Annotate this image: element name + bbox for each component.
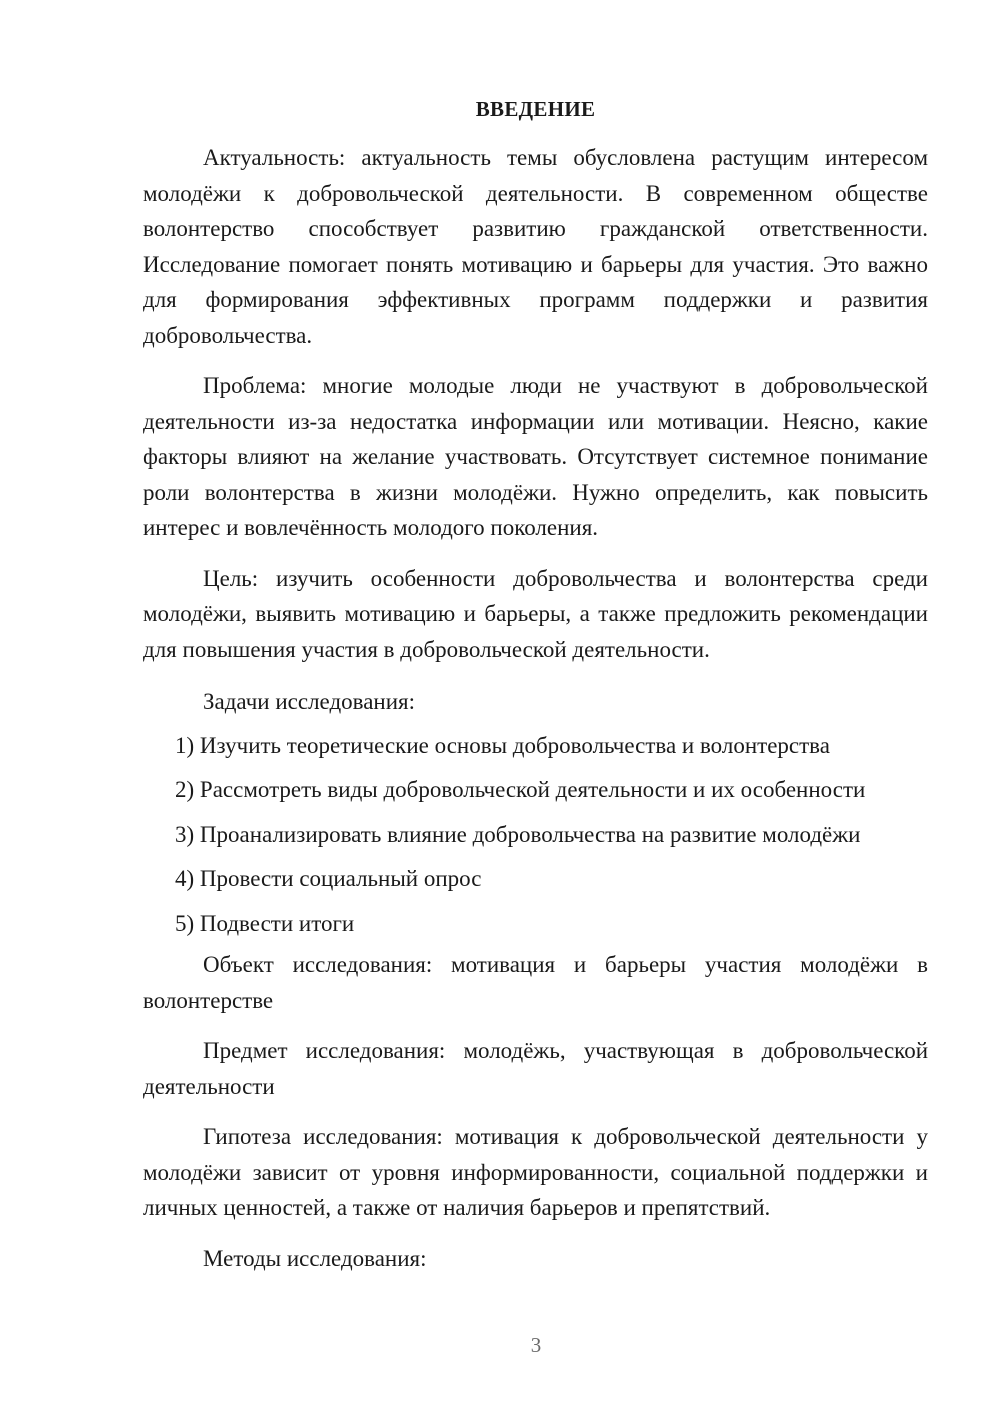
subject-paragraph: Предмет исследования: молодёжь, участвующая в добровольческой деятельности bbox=[143, 1038, 928, 1099]
page-number: 3 bbox=[530, 1333, 542, 1357]
problem-paragraph: Проблема: многие молодые люди не участвуют в добровольческой деятельности из-за недостатка информации или мотивации. Неясно, какие факторы влияют на желание участвовать. Отсутствует системное понимание роли волонтерства в жизни молодёжи. Нужно определить, как повысить интерес и вовлечённость молодого поколения. bbox=[143, 373, 928, 540]
relevance-paragraph: Актуальность: актуальность темы обусловлена растущим интересом молодёжи к добровольческой деятельности. В современном обществе волонтерство способствует развитию гражданской ответственности. Исследование помогает понять мотивацию и барьеры для участия. Это важно для формирования эффективных программ поддержки и развития добровольчества. bbox=[143, 145, 928, 348]
list-item: 2) Рассмотреть виды добровольческой деятельности и их особенности bbox=[175, 777, 866, 802]
hypothesis-paragraph: Гипотеза исследования: мотивация к добровольческой деятельности у молодёжи зависит от уровня информированности, социальной поддержки и личных ценностей, а также от наличия барьеров и препятствий. bbox=[143, 1124, 928, 1220]
goal-paragraph: Цель: изучить особенности добровольчества и волонтерства среди молодёжи, выявить мотивацию и барьеры, а также предложить рекомендации для повышения участия в добровольческой деятельности. bbox=[143, 565, 928, 662]
list-item: 5) Подвести итоги bbox=[175, 910, 355, 936]
list-item: 4) Провести социальный опрос bbox=[175, 866, 482, 891]
list-item: 1) Изучить теоретические основы добровольчества и волонтерства bbox=[175, 732, 830, 758]
methods-paragraph: Методы исследования: bbox=[203, 1245, 427, 1271]
tasks-list bbox=[143, 728, 928, 942]
page-content bbox=[143, 92, 928, 1291]
object-paragraph: Объект исследования: мотивация и барьеры участия молодёжи в волонтерстве bbox=[143, 952, 928, 1013]
list-item: 3) Проанализировать влияние добровольчества на развитие молодёжи bbox=[175, 821, 861, 847]
page-title: ВВЕДЕНИЕ bbox=[475, 97, 596, 121]
tasks-intro: Задачи исследования: bbox=[203, 689, 416, 714]
